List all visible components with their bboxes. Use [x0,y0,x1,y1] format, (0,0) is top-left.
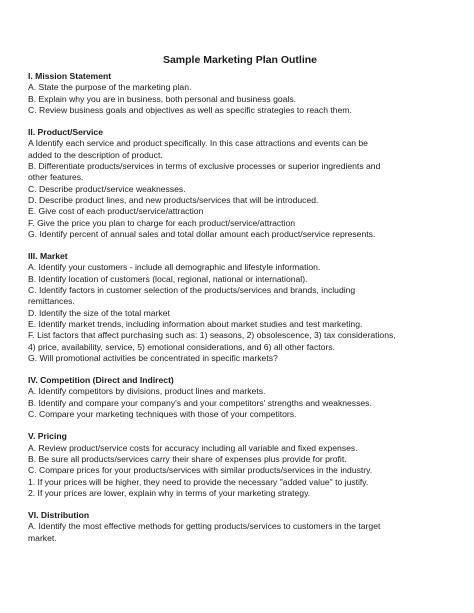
outline-item: G. Will promotional activities be concentrated in specific markets? [28,352,278,363]
outline-item: F. Give the price you plan to charge for each product/service/attraction [28,217,296,228]
section-heading: I. Mission Statement [28,71,112,81]
section-heading: IV. Competition (Direct and Indirect) [28,375,174,386]
section-competition [28,375,452,420]
outline-item: C. Review business goals and objectives as well as specific strategies to reach them. [28,104,352,115]
section-mission-statement [28,71,452,116]
outline-item: 4) price, availability, service, 5) emotional considerations, and 6) all other factors. [28,341,335,352]
outline-item: A. Identify competitors by divisions, product lines and markets. [28,386,266,397]
document-title: Sample Marketing Plan Outline [162,54,318,66]
outline-item: added to the description of product. [28,149,163,160]
outline-item: A Identify each service and product specifically. In this case attractions and events can be [28,138,368,149]
section-heading: II. Product/Service [28,127,103,138]
outline-item: B. Explain why you are in business, both personal and business goals. [28,93,297,104]
outline-item: market. [28,532,57,543]
outline-item: D. Identify the size of the total market [28,307,170,318]
outline-item: F. List factors that affect purchasing such as: 1) seasons, 2) obsolescence, 3) tax considerations, [28,330,396,341]
outline-item: B. Identify and compare your company's and your competitors' strengths and weaknesses. [28,397,372,408]
section-heading: V. Pricing [28,431,67,442]
outline-item: E. Give cost of each product/service/attraction [28,206,204,217]
outline-item: B. Be sure all products/services carry their share of expenses plus provide for profit. [28,453,347,464]
outline-item: A. Review product/service costs for accuracy including all variable and fixed expenses. [28,442,358,453]
outline-item: A. Identify your customers - include all demographic and lifestyle information. [28,262,321,273]
section-product-service [28,127,452,240]
section-distribution [28,510,452,544]
outline-item: B. Differentiate products/services in terms of exclusive processes or superior ingredients and [28,161,381,172]
outline-item: C. Compare prices for your products/services with similar products/services in the industry. [28,465,373,476]
outline-item: A. Identify the most effective methods for getting products/services to customers in the target [28,521,381,532]
outline-item: 2. If your prices are lower, explain why in terms of your marketing strategy. [28,487,311,498]
outline-item: remittances. [28,296,75,307]
outline-item: C. Identify factors in customer selection of the products/services and brands, including [28,285,356,296]
outline-item: A. State the purpose of the marketing plan. [28,82,192,93]
outline-item: other features. [28,172,84,183]
document-page [28,54,452,555]
outline-item: C. Describe product/service weaknesses. [28,183,186,194]
outline-item: G. Identify percent of annual sales and total dollar amount each product/service represents. [28,228,376,239]
section-heading: III. Market [28,251,68,262]
outline-item: 1. If your prices will be higher, they need to provide the necessary "added value" to justify. [28,476,369,487]
section-pricing [28,431,452,499]
section-market [28,251,452,364]
outline-item: B. Identify location of customers (local, regional, national or international). [28,273,308,284]
outline-item: E. Identify market trends, including information about market studies and test marketing. [28,318,363,329]
outline-item: C. Compare your marketing techniques with those of your competitors. [28,409,297,420]
outline-item: D. Describe product lines, and new products/services that will be introduced. [28,194,319,205]
section-heading: VI. Distribution [28,510,90,521]
